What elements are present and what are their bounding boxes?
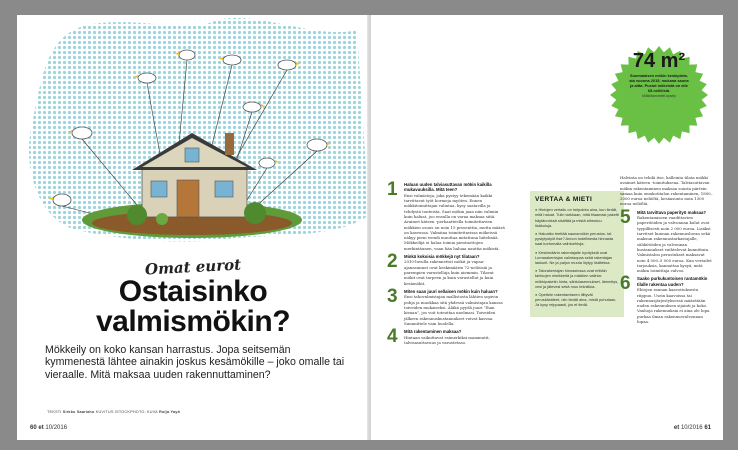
magazine-spread (17, 15, 723, 440)
question-heading: Mitä rakentaminen maksaa? (404, 329, 462, 335)
credits-author: Sirkku Saariaho (62, 410, 95, 414)
credits-label-photo: KUVITUS ISTOCKPHOTO, KUVA (95, 410, 158, 414)
tips-box-title: VERTAA & MIETI (535, 196, 593, 203)
bullet-icon: ● (535, 207, 538, 213)
tips-box (530, 191, 624, 317)
answer-text: Ehtojen rannan kaavoituksesta riippuu. Usein kaavoissa tai rakennusjärjestyksessä määrätään uuden rakennuksen sijainti ja koko. Vanhoja rakennuksia ei aina ole lupa purkaa ilman rakennusvalvonnan lupaa. (637, 287, 710, 325)
tips-item: ● Hintojen vertailu on helpointa aina, kun tiedät, mitä haluat. Tulin tarkkaan, mitä tilaamasi paketti käytännössä sisältää ja mistä aiheutuu lisäkuluja. (535, 207, 619, 228)
answer-text: Ensi tahovalmistajan mallistosta lähtien sopivin pohja ja muokkaa sitä yhdessä valmistajan kanssa toiveiden mukaiseksi. Äläkä pyydä juuri ”Ihan kivaan”, jos voit toteuttaa unelmasi. Toiveiden jälkeen rakennuskustannukset voivat kasvaa. Suunnittele vain huolella. (404, 294, 503, 326)
question-5 (620, 206, 714, 274)
issue-right: 10/2016 (680, 425, 703, 431)
question-1 (387, 179, 505, 251)
question-4 (387, 326, 505, 348)
answer-text: Rakentamiseen vaadittavien paperitöiden ja valvonnan kulut ovat tyypillisesti noin 2 000 euroa. Lisäksi tarvitset kunnan rakennusluvan sekä maksun rakennustarkastajalle, sähkötöiden ja valvonnan kustannukset vaihtelevat kunnittain. Valmistalon perustukset maksavat noin 4 000–5 000 euroa. Kun vertailet tarjouksia, kannattaa kysyä, mitä mökin toimittaja valvoo. (637, 215, 712, 274)
page-number-left: 60 (30, 425, 37, 431)
bullet-icon: ● (535, 231, 538, 237)
headline-line2: valmismökin? (95, 305, 291, 338)
question-heading: Mitä tarvittava paperityö maksaa? (637, 209, 707, 215)
tips-item: ● Keskimäärin rakentajalle hyvityksiä ovat Lomarakentajan valintaopas sekä rakentajan laskurit. Ne ja paljon muuta löytyy lisätietoa. (535, 249, 613, 266)
credits (47, 410, 180, 414)
left-page (17, 15, 369, 440)
kicker: Omat eurot (144, 255, 242, 279)
question-2 (387, 251, 505, 286)
lede: Mökkeily on koko kansan harrastus. Jopa seitsemän kymmenestä lähtee ainakin joskus kesämökille – joko omalle tai vieraalle. Mitä maksaa uuden rakennuttaminen? (45, 344, 345, 381)
tips-item: ● Talorakentajan hinnastossa ovat erittäin tarkkojen nimikkeitä ja määrien valinta: mökkipaketin hinta, sähköasennukset, lämmitys, vesi ja jätevesi sekä muu tekniikka. (535, 268, 619, 289)
bullet-icon: ● (535, 268, 538, 274)
stat-badge-caption: Suomalaisen mökin keskipinta-ala vuonna 2015, mukana sauna ja aitta. Pusiot mökeistä on alle 65-neliöisiä. (629, 73, 689, 93)
stat-badge (609, 49, 709, 98)
cottage-illustration (17, 15, 369, 247)
question-number: 6 (620, 273, 631, 295)
right-page (371, 15, 723, 440)
question-6 (620, 273, 714, 325)
question-3 (387, 285, 505, 326)
column-1 (387, 179, 505, 348)
folio-right (674, 425, 711, 431)
credits-label-text: TEKSTI (47, 410, 62, 414)
question-number: 3 (387, 285, 398, 307)
issue-left: 10/2016 (45, 425, 68, 431)
bullet-icon: ● (535, 292, 538, 298)
question-heading: Miten saan juuri sellaisen mökin kuin haluan? (404, 288, 498, 294)
bullet-icon: ● (535, 249, 538, 255)
tips-item: ● Opettele rakentamiseen liittyvät peruskäsitteet, niin tiedät aina, mistä puhutaan. Ja kysy reippaasti, jos et tiedä. (535, 292, 617, 308)
question-number: 4 (387, 326, 398, 348)
column-3-intro: Halvinta on tehdä itse, kalleinta tilata mökki avaimet käteen -toimituksena. Talviasuttavan mökin rakentaminen maksaa suurin piirtein samaa kuin omakotitalon rakentaminen, 1800–2000 euroa neliöltä, kesäasunto noin 1300 euroa neliöltä. (620, 175, 713, 207)
magazine-name-left: et (38, 425, 44, 431)
question-heading: Haluan uuden talviasuttavan mökin kaikilla mukavuuksilla. Mitä teen? (404, 182, 492, 193)
magazine-name-right: et (673, 425, 680, 431)
page-number-right: 61 (704, 425, 711, 431)
column-3 (620, 175, 714, 324)
answer-text: Hintaan vaikuttavat esimerkiksi mammutit, talvisasuttavuus ja varustetaso. (404, 334, 490, 345)
question-number: 2 (387, 251, 398, 273)
tips-item: ● Haluatko teettää saunamökin perustus- tai pystytystyöt itse? Annon todellisesta hinnasta saat kortomalla vaihtoehtoja. (535, 231, 614, 247)
question-heading: Saako purkukuntoisen rantamökin tilalle rakentaa uuden? (637, 276, 708, 287)
stat-badge-source: Mökkibarometri-kysely (642, 94, 676, 98)
question-number: 1 (387, 179, 398, 200)
answer-text: 2010-luvulla rakennettut mökit ja vapaa-ajanasunnot ovat keskimäärin 72-neliöisiä ja parempien varustelluja kuin aiemmin. Tilavat mökit ovat tarpeen ja kuin varustellut ja kuin kesämökit. (404, 259, 494, 286)
question-heading: Minkä kokoisia mökkejä nyt tilataan? (404, 254, 480, 260)
question-number: 5 (620, 206, 631, 228)
stat-badge-value: 74 m² (632, 50, 686, 72)
folio-left (30, 425, 67, 431)
headline-line1: Ostaisinko (118, 275, 268, 308)
headline (17, 277, 369, 337)
answer-text: Ensi valmisteja, joka pystyy tekemään kaikki tarvittavat työt hormeja myöten. Ennen mökkitoimittajan valintaa, kysy saatavilla ja tehdystä tonteista. Saat mökin jaan niin valmiin kuin haluat, joo ensulla on varaa maksaa siitä. Avaimet käteen -perhaatteella toimitettavien mökkien osuus on noin 15 prosenttia, mutta määrä on kasvussa. Valmiina toimitettavissa mökeissä näkyy pieni trendi muuttaa mitattuna hätelmää. Mökkeilijä ei halua toimia pientuottojen merkintäunen, vaan hän haluaa nauttia mökistä. (404, 192, 505, 251)
credits-photographer: Roija Yayä (158, 410, 180, 414)
